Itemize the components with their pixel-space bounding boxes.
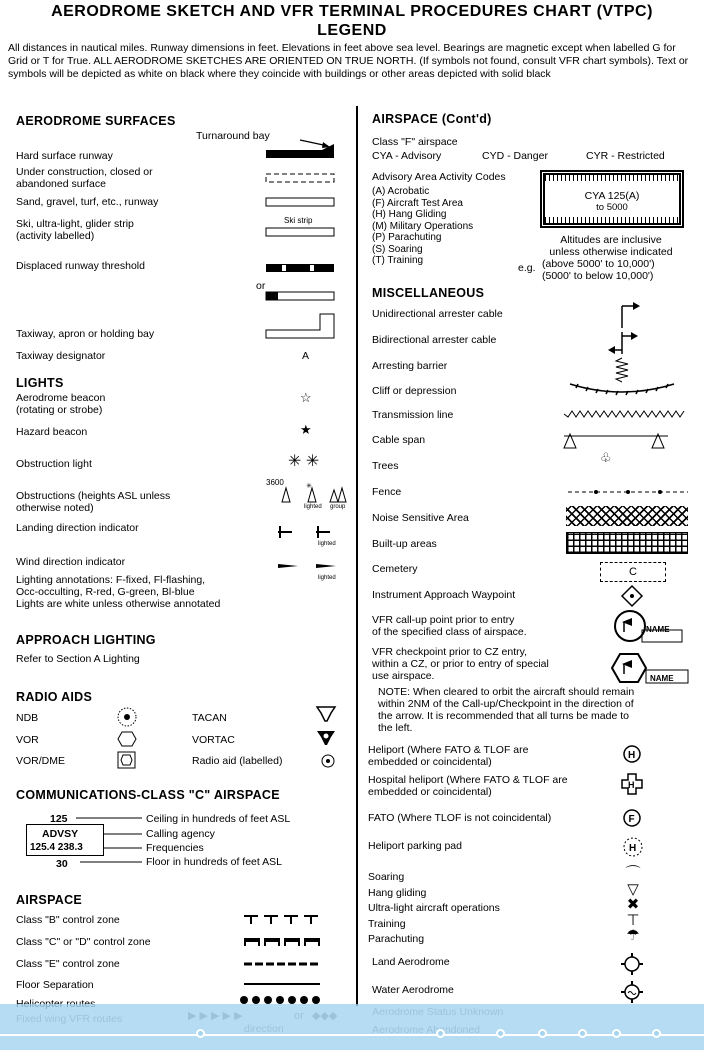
scroll-marker[interactable] bbox=[612, 1029, 621, 1038]
trees-label: Trees bbox=[372, 460, 399, 472]
vor-label: VOR bbox=[16, 734, 39, 746]
column-divider bbox=[356, 106, 358, 1006]
vordme-icon bbox=[116, 750, 138, 770]
taxiway-icon bbox=[264, 312, 338, 342]
hazard-star-icon: ★ bbox=[300, 422, 312, 437]
cable-span-icon bbox=[560, 430, 674, 450]
hospital-heliport-icon bbox=[620, 772, 644, 796]
uni-cable-icon bbox=[614, 300, 644, 330]
noise-label: Noise Sensitive Area bbox=[372, 512, 469, 524]
svg-text:✳: ✳ bbox=[306, 483, 312, 490]
comm-calling-label: Calling agency bbox=[146, 828, 215, 840]
section-communications: COMMUNICATIONS-CLASS "C" AIRSPACE bbox=[16, 788, 280, 802]
scroll-overlay-bar[interactable] bbox=[0, 1004, 704, 1050]
obstruction-lighted-text: lighted bbox=[304, 504, 322, 510]
construction-label: Under construction, closed or abandoned surface bbox=[16, 166, 153, 190]
altitude-example-2: (5000' to below 10,000') bbox=[542, 270, 654, 282]
land-aerodrome-label: Land Aerodrome bbox=[372, 956, 450, 968]
activities-list: Soaring Hang gliding Ultra-light aircraft operations Training Parachuting bbox=[368, 871, 500, 945]
obstruction-light-label: Obstruction light bbox=[16, 458, 92, 470]
section-radio-aids: RADIO AIDS bbox=[16, 690, 93, 704]
hospital-heliport-label: Hospital heliport (Where FATO & TLOF are embedded or coincidental) bbox=[368, 774, 568, 798]
approach-text: Refer to Section A Lighting bbox=[16, 653, 140, 665]
vor-icon bbox=[116, 730, 138, 748]
landing-direction-label: Landing direction indicator bbox=[16, 522, 139, 534]
noise-area-icon bbox=[566, 506, 688, 526]
class-f-box-line2: to 5000 bbox=[596, 202, 628, 213]
displaced-label: Displaced runway threshold bbox=[16, 260, 145, 272]
svg-text:H: H bbox=[628, 750, 636, 761]
intro-text: All distances in nautical miles. Runway dimensions in feet. Elevations in feet above sea level. Bearings are magnetic except when labelled G for Grid or T for True. ALL AERODROME SKETCHES ARE ORIENTED ON TRUE NORTH. (If symbols not found, consult VFR chart symbols). Text or symbols will be depicted as white on black where they coincide with buildings or other areas depicted with solid black bbox=[8, 42, 689, 80]
cemetery-icon: C bbox=[600, 562, 666, 582]
comm-frequencies-label: Frequencies bbox=[146, 842, 204, 854]
cliff-icon bbox=[566, 380, 678, 398]
fato-icon bbox=[622, 808, 642, 828]
trees-icon: ♧ bbox=[600, 450, 612, 465]
vordme-label: VOR/DME bbox=[16, 755, 66, 767]
parking-pad-label: Heliport parking pad bbox=[368, 840, 462, 852]
cliff-label: Cliff or depression bbox=[372, 385, 457, 397]
class-f-box-line1: CYA 125(A) bbox=[584, 190, 640, 202]
parachuting-icon: ☂ bbox=[626, 927, 640, 944]
scroll-marker[interactable] bbox=[196, 1029, 205, 1038]
fence-icon bbox=[566, 488, 690, 496]
hazard-label: Hazard beacon bbox=[16, 426, 88, 438]
section-approach-lighting: APPROACH LIGHTING bbox=[16, 633, 156, 647]
wind-lighted-text: lighted bbox=[318, 575, 336, 581]
land-aerodrome-icon bbox=[620, 952, 644, 976]
callup-name: NAME bbox=[646, 625, 670, 634]
class-cd-label: Class "C" or "D" control zone bbox=[16, 936, 151, 948]
barrier-label: Arresting barrier bbox=[372, 360, 448, 372]
class-f-label: Class "F" airspace bbox=[372, 136, 458, 148]
or-text: or bbox=[256, 280, 266, 292]
water-aerodrome-label: Water Aerodrome bbox=[372, 984, 454, 996]
altitude-note: Altitudes are inclusive unless otherwise indicated bbox=[549, 234, 673, 258]
lighting-annotations: Lighting annotations: F-fixed, Fl-flashing, Occ-occulting, R-red, G-green, Bl-blue Lights are white unless otherwise annotated bbox=[16, 574, 221, 610]
scroll-marker[interactable] bbox=[538, 1029, 547, 1038]
class-b-icon bbox=[242, 914, 326, 926]
heliport-icon bbox=[622, 744, 642, 764]
section-airspace-contd: AIRSPACE (Cont'd) bbox=[372, 112, 492, 126]
svg-text:H: H bbox=[628, 780, 635, 790]
ski-label: Ski, ultra-light, glider strip (activity labelled) bbox=[16, 218, 134, 242]
construction-surface-icon bbox=[264, 172, 338, 184]
bi-cable-icon bbox=[608, 328, 642, 358]
sand-label: Sand, gravel, turf, etc., runway bbox=[16, 196, 159, 208]
class-e-icon bbox=[242, 960, 326, 968]
section-lights: LIGHTS bbox=[16, 376, 64, 390]
beacon-label: Aerodrome beacon (rotating or strobe) bbox=[16, 392, 106, 416]
obstruction-light-icon: ✳ ✳ bbox=[288, 453, 320, 470]
section-aerodrome-surfaces: AERODROME SURFACES bbox=[16, 114, 176, 128]
callup-label: VFR call-up point prior to entry of the specified class of airspace. bbox=[372, 614, 527, 638]
displaced-threshold-icon bbox=[264, 262, 338, 274]
section-airspace: AIRSPACE bbox=[16, 893, 83, 907]
floor-separation-label: Floor Separation bbox=[16, 979, 94, 991]
floor-separation-icon bbox=[242, 980, 326, 988]
scroll-marker[interactable] bbox=[652, 1029, 661, 1038]
radio-aid-icon bbox=[320, 753, 336, 769]
transmission-line-icon bbox=[562, 408, 690, 420]
obstruction-height: 3600 bbox=[266, 478, 284, 487]
built-up-label: Built-up areas bbox=[372, 538, 437, 550]
cable-span-label: Cable span bbox=[372, 434, 426, 446]
class-e-label: Class "E" control zone bbox=[16, 958, 120, 970]
water-aerodrome-icon bbox=[620, 980, 644, 1004]
displaced-threshold-alt-icon bbox=[264, 290, 338, 302]
ski-strip-text: Ski strip bbox=[284, 216, 313, 225]
transmission-label: Transmission line bbox=[372, 409, 454, 421]
built-up-icon bbox=[566, 532, 688, 554]
class-b-label: Class "B" control zone bbox=[16, 914, 120, 926]
training-icon: ⊤ bbox=[626, 911, 640, 929]
taxiway-label: Taxiway, apron or holding bay bbox=[16, 328, 155, 340]
orbit-note: NOTE: When cleared to orbit the aircraft should remain within 2NM of the Call-up/Checkpoint in the direction of the arrow. It is recommended that all turns be made to the left. bbox=[378, 686, 635, 734]
comm-floor-value: 30 bbox=[56, 858, 68, 870]
comm-floor-label: Floor in hundreds of feet ASL bbox=[146, 856, 283, 868]
comm-leader-lines bbox=[70, 812, 146, 868]
turnaround-label: Turnaround bay bbox=[196, 130, 270, 142]
tacan-label: TACAN bbox=[192, 712, 227, 724]
beacon-star-icon: ☆ bbox=[300, 390, 312, 405]
hard-surface-label: Hard surface runway bbox=[16, 150, 113, 162]
radio-aid-label: Radio aid (labelled) bbox=[192, 755, 283, 767]
vortac-label: VORTAC bbox=[192, 734, 235, 746]
landing-lighted-text: lighted bbox=[318, 541, 336, 547]
parking-pad-icon bbox=[622, 836, 644, 858]
obstructions-label: Obstructions (heights ASL unless otherwise noted) bbox=[16, 490, 171, 514]
altitude-eg: e.g. bbox=[518, 262, 536, 274]
ndb-label: NDB bbox=[16, 712, 39, 724]
turnaround-arrow-icon bbox=[264, 136, 338, 162]
fence-label: Fence bbox=[372, 486, 402, 498]
tacan-icon bbox=[314, 704, 338, 724]
iaw-label: Instrument Approach Waypoint bbox=[372, 589, 516, 601]
soaring-icon: ⌒ bbox=[625, 865, 641, 882]
heliport-label: Heliport (Where FATO & TLOF are embedded or coincidental) bbox=[368, 744, 529, 768]
taxiway-designator-symbol: A bbox=[302, 350, 310, 362]
iaw-icon bbox=[620, 584, 644, 608]
fato-label: FATO (Where TLOF is not coincidental) bbox=[368, 812, 552, 824]
hang-gliding-icon: ▽ bbox=[627, 880, 639, 898]
class-cd-icon bbox=[242, 936, 326, 948]
svg-text:H: H bbox=[629, 843, 637, 854]
page-subtitle: LEGEND bbox=[317, 22, 387, 39]
ndb-icon bbox=[116, 706, 138, 728]
cyd-label: CYD - Danger bbox=[482, 150, 548, 162]
comm-agency: ADVSY bbox=[42, 828, 79, 840]
checkpoint-label: VFR checkpoint prior to CZ entry, within a CZ, or prior to entry of special use airspace. bbox=[372, 646, 549, 682]
svg-text:F: F bbox=[628, 814, 635, 825]
cyr-label: CYR - Restricted bbox=[586, 150, 665, 162]
scroll-marker[interactable] bbox=[436, 1029, 445, 1038]
cya-label: CYA - Advisory bbox=[372, 150, 442, 162]
scroll-marker[interactable] bbox=[578, 1029, 587, 1038]
bi-cable-label: Bidirectional arrester cable bbox=[372, 334, 497, 346]
taxiway-designator-label: Taxiway designator bbox=[16, 350, 106, 362]
cemetery-label: Cemetery bbox=[372, 563, 418, 575]
scroll-marker[interactable] bbox=[496, 1029, 505, 1038]
wind-direction-label: Wind direction indicator bbox=[16, 556, 126, 568]
comm-ceiling-label: Ceiling in hundreds of feet ASL bbox=[146, 813, 291, 825]
advisory-codes-list: (A) Acrobatic (F) Aircraft Test Area (H) Hang Gliding (M) Military Operations (P) Parachuting (S) Soaring (T) Training bbox=[372, 186, 474, 266]
scroll-track bbox=[0, 1034, 704, 1036]
comm-frequencies: 125.4 238.3 bbox=[30, 842, 83, 853]
advisory-codes-title: Advisory Area Activity Codes bbox=[372, 171, 506, 183]
section-miscellaneous: MISCELLANEOUS bbox=[372, 286, 485, 300]
activity-icons bbox=[618, 866, 648, 944]
uni-cable-label: Unidirectional arrester cable bbox=[372, 308, 503, 320]
checkpoint-name: NAME bbox=[650, 674, 674, 683]
obstruction-group-text: group bbox=[330, 504, 346, 510]
page-title: AERODROME SKETCH AND VFR TERMINAL PROCEDURES CHART (VTPC) bbox=[51, 3, 653, 20]
ultralight-icon: ✖ bbox=[626, 896, 640, 913]
altitude-example-1: (above 5000' to 10,000') bbox=[542, 258, 655, 270]
obstruction-icon bbox=[270, 482, 354, 504]
vortac-icon bbox=[314, 728, 338, 748]
ski-strip-icon bbox=[264, 226, 338, 238]
sand-runway-icon bbox=[264, 196, 338, 208]
comm-ceiling-value: 125 bbox=[50, 813, 68, 825]
